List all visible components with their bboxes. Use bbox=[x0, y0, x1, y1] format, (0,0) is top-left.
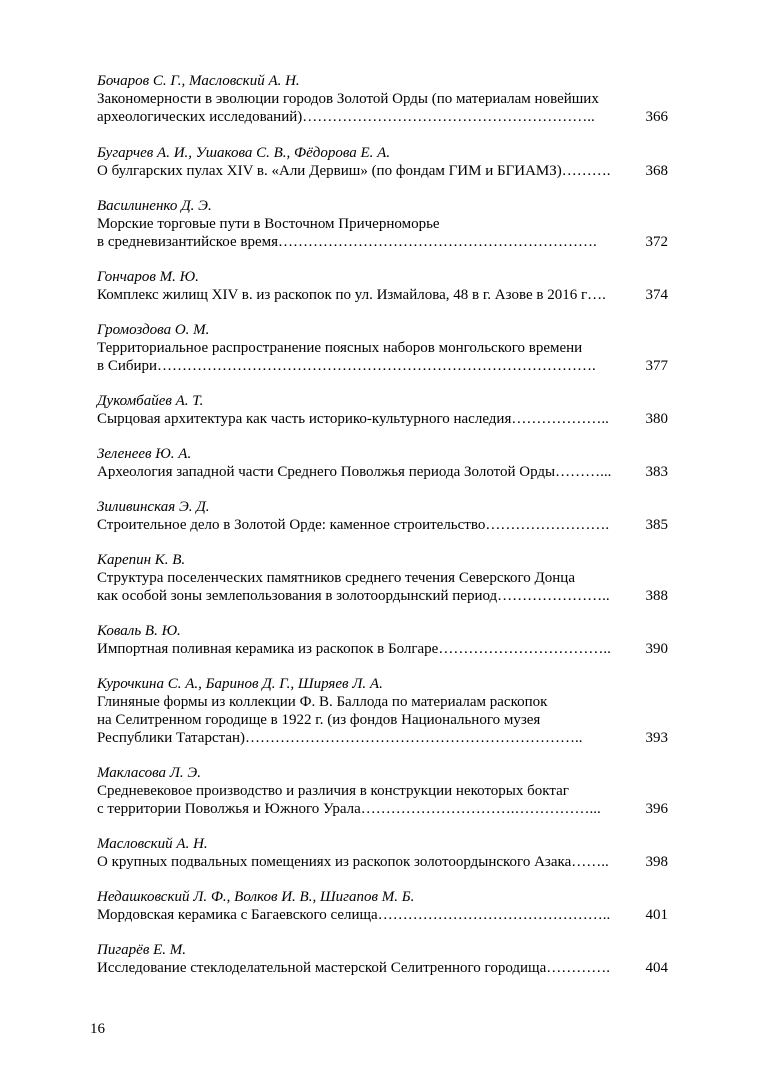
toc-entry bbox=[97, 72, 677, 126]
toc-entry bbox=[97, 764, 677, 818]
toc-entry bbox=[97, 321, 677, 375]
toc-page-number: 380 bbox=[645, 411, 668, 427]
toc-title-line: как особой зоны землепользования в золотоордынский период………………….. 388 bbox=[97, 588, 668, 604]
toc-author: Зеленеев Ю. А. bbox=[97, 446, 192, 462]
toc-title-line: О булгарских пулах XIV в. «Али Дервиш» (по фондам ГИМ и БГИАМЗ)………. 368 bbox=[97, 163, 668, 179]
toc-entry bbox=[97, 835, 677, 871]
toc-title-line: Сырцовая архитектура как часть историко-культурного наследия……………….. 380 bbox=[97, 411, 668, 427]
toc-title-line: Комплекс жилищ XIV в. из раскопок по ул. Измайлова, 48 в г. Азове в 2016 г…. 374 bbox=[97, 287, 668, 303]
toc-page-number: 401 bbox=[645, 907, 668, 923]
toc-author: Гончаров М. Ю. bbox=[97, 269, 199, 285]
toc-entry bbox=[97, 392, 677, 428]
toc-page-number: 390 bbox=[645, 641, 668, 657]
toc-entry bbox=[97, 445, 677, 481]
toc-page-number: 377 bbox=[645, 358, 668, 374]
toc-author: Зиливинская Э. Д. bbox=[97, 499, 210, 515]
toc-author: Василиненко Д. Э. bbox=[97, 198, 212, 214]
toc-title-line: Средневековое производство и различия в конструкции некоторых боктаг bbox=[97, 783, 569, 799]
toc-page-number: 393 bbox=[645, 730, 668, 746]
toc-author: Бугарчев А. И., Ушакова С. В., Фёдорова Е. А. bbox=[97, 145, 391, 161]
toc-title-line: Территориальное распространение поясных наборов монгольского времени bbox=[97, 340, 583, 356]
toc-title-line: Республики Татарстан)………………………………………………………….. 393 bbox=[97, 730, 668, 746]
toc-page-number: 383 bbox=[645, 464, 668, 480]
toc-page-number: 396 bbox=[645, 801, 668, 817]
toc-title-line: с территории Поволжья и Южного Урала………………………….……………... 396 bbox=[97, 801, 668, 817]
toc-entry bbox=[97, 551, 677, 605]
toc-title-line: на Селитренном городище в 1922 г. (из фондов Национального музея bbox=[97, 712, 541, 728]
toc-entry bbox=[97, 498, 677, 534]
toc-title-line: Археология западной части Среднего Поволжья периода Золотой Орды………... 383 bbox=[97, 464, 668, 480]
toc-page-number: 398 bbox=[645, 854, 668, 870]
toc-author: Коваль В. Ю. bbox=[97, 623, 181, 639]
toc-author: Недашковский Л. Ф., Волков И. В., Шигапов М. Б. bbox=[97, 889, 415, 905]
toc-page-number: 372 bbox=[645, 234, 668, 250]
toc-author: Курочкина С. А., Баринов Д. Г., Ширяев Л. А. bbox=[97, 676, 383, 692]
toc-entry bbox=[97, 144, 677, 180]
toc-title-line: Мордовская керамика с Багаевского селища……………………………………….. 401 bbox=[97, 907, 668, 923]
toc-page-number: 374 bbox=[645, 287, 668, 303]
toc-title-line: Импортная поливная керамика из раскопок в Болгаре…………………………….. 390 bbox=[97, 641, 668, 657]
toc-title-line: Закономерности в эволюции городов Золотой Орды (по материалам новейших bbox=[97, 91, 599, 107]
toc-author: Бочаров С. Г., Масловский А. Н. bbox=[97, 73, 300, 89]
toc-title-line: в средневизантийское время………………………………………………………. 372 bbox=[97, 234, 668, 250]
toc-author: Громоздова О. М. bbox=[97, 322, 210, 338]
toc-title-line: Исследование стеклоделательной мастерской Селитренного городища…………. 404 bbox=[97, 960, 668, 976]
toc-entry bbox=[97, 197, 677, 251]
toc-author: Карепин К. В. bbox=[97, 552, 186, 568]
toc-entry bbox=[97, 888, 677, 924]
toc-author: Пигарёв Е. М. bbox=[97, 942, 187, 958]
toc-author: Макласова Л. Э. bbox=[97, 765, 201, 781]
toc-author: Дукомбайев А. Т. bbox=[97, 393, 204, 409]
toc-title-line: археологических исследований)………………………………………………….. 366 bbox=[97, 109, 668, 125]
toc-title-line: Структура поселенческих памятников среднего течения Северского Донца bbox=[97, 570, 575, 586]
toc-entry bbox=[97, 622, 677, 658]
toc-page-number: 388 bbox=[645, 588, 668, 604]
toc-entry bbox=[97, 941, 677, 977]
toc-title-line: О крупных подвальных помещениях из раскопок золотоордынского Азака…….. 398 bbox=[97, 854, 668, 870]
toc-title-line: Глиняные формы из коллекции Ф. В. Баллода по материалам раскопок bbox=[97, 694, 548, 710]
toc-title-line: Строительное дело в Золотой Орде: каменное строительство……………………. 385 bbox=[97, 517, 668, 533]
toc-page-number: 366 bbox=[645, 109, 668, 125]
toc-page-number: 404 bbox=[645, 960, 668, 976]
toc-entry bbox=[97, 268, 677, 304]
toc-title-line: Морские торговые пути в Восточном Причерноморье bbox=[97, 216, 440, 232]
toc-page-number: 385 bbox=[645, 517, 668, 533]
toc-title-line: в Сибири……………………………………………………………………………. 377 bbox=[97, 358, 668, 374]
toc-author: Масловский А. Н. bbox=[97, 836, 208, 852]
page-number: 16 bbox=[90, 1021, 105, 1037]
toc-entry bbox=[97, 675, 677, 747]
toc-page-number: 368 bbox=[645, 163, 668, 179]
